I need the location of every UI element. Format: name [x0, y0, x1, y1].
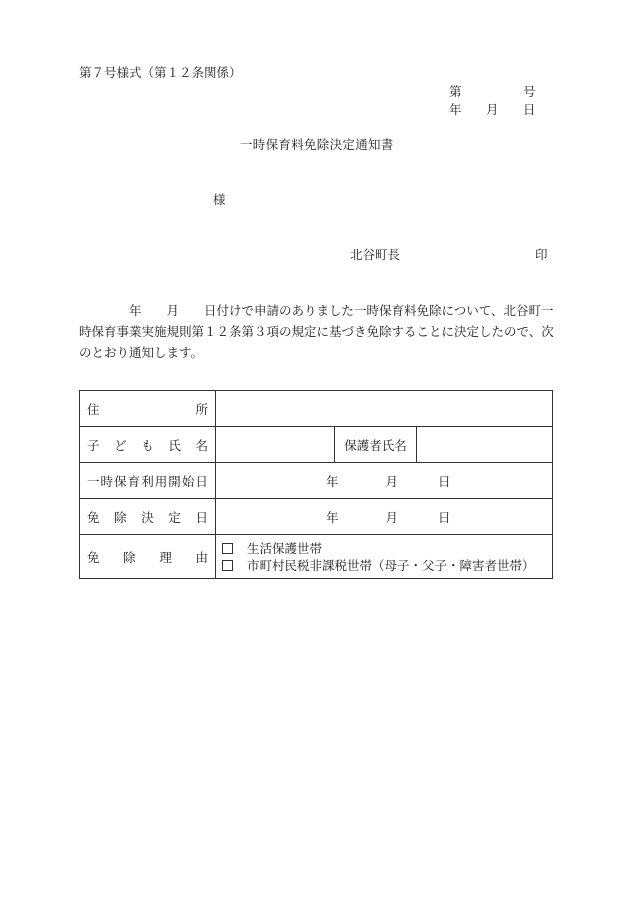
label-char: 利 [141, 473, 154, 489]
info-table [79, 390, 553, 579]
label-char: 保 [114, 473, 127, 489]
reason-option[interactable] [216, 557, 552, 574]
reason-label-text: 生活保護世帯 [247, 540, 323, 556]
label-char: 除 [114, 509, 127, 525]
label-char: 決 [141, 509, 154, 525]
table-row-exemption-date [80, 499, 553, 535]
table-row-address [80, 391, 553, 427]
day-label: 日 [438, 473, 451, 489]
label-char: 所 [195, 401, 208, 417]
label-char: 除 [123, 549, 136, 565]
label-char: 由 [195, 549, 208, 565]
label-char: 名 [195, 437, 208, 453]
label-char: 子 [87, 437, 100, 453]
label-char: 日 [195, 473, 208, 489]
month-label: 月 [385, 509, 399, 525]
address-field[interactable] [216, 391, 553, 427]
label-char: 免 [87, 549, 100, 565]
table-row-names [80, 427, 553, 463]
year-label: 年 [326, 473, 339, 489]
reason-label-text: 市町村民税非課税世帯（母子・父子・障害者世帯） [247, 557, 535, 573]
issuer-name: 北谷町長 [350, 247, 401, 262]
year-label: 年 [326, 509, 339, 525]
exemption-date-field[interactable] [216, 499, 553, 535]
date-day-label: 日 [523, 102, 536, 117]
label-char: 定 [168, 509, 181, 525]
label-char: 日 [195, 509, 208, 525]
reason-option[interactable] [216, 540, 552, 557]
table-row-start-date [80, 463, 553, 499]
label-char: ど [114, 437, 127, 453]
addressee-suffix: 様 [213, 192, 226, 207]
child-name-label [80, 427, 216, 463]
label-char: 時 [100, 473, 114, 489]
checkbox-icon[interactable] [222, 560, 233, 571]
doc-number-suffix: 号 [523, 84, 536, 99]
body-line: 年 月 日付けで申請のありました一時保育料免除について、北谷町一 [79, 303, 554, 318]
reason-options [216, 535, 553, 579]
month-label: 月 [385, 473, 399, 489]
address-label [80, 391, 216, 427]
label-char: 一 [87, 473, 100, 489]
seal-mark: 印 [535, 247, 548, 262]
date-month-label: 月 [486, 102, 499, 117]
label-char: も [141, 437, 154, 453]
label-char: 理 [159, 549, 172, 565]
date-year-label: 年 [449, 102, 462, 117]
exemption-date-label [80, 499, 216, 535]
checkbox-icon[interactable] [222, 543, 233, 554]
body-line: 時保育事業実施規則第１２条第３項の規定に基づき免除することに決定したので、次 [79, 324, 554, 339]
child-name-field[interactable] [216, 427, 335, 463]
document-title: 一時保育料免除決定通知書 [240, 137, 394, 152]
notice-body [79, 300, 554, 363]
label-char: 始 [181, 473, 195, 489]
label-char: 住 [87, 401, 100, 417]
form-number: 第７号様式（第１２条関係） [79, 65, 242, 80]
reason-label [80, 535, 216, 579]
day-label: 日 [438, 509, 451, 525]
body-line: のとおり通知します。 [79, 345, 204, 360]
table-row-reason [80, 535, 553, 579]
guardian-name-label: 保護者氏名 [335, 427, 417, 463]
label-char: 用 [154, 473, 168, 489]
start-date-field[interactable] [216, 463, 553, 499]
label-char: 免 [87, 509, 100, 525]
doc-number-prefix: 第 [449, 84, 462, 99]
guardian-name-field[interactable] [417, 427, 553, 463]
label-char: 育 [127, 473, 141, 489]
start-date-label [80, 463, 216, 499]
label-char: 氏 [168, 437, 181, 453]
label-char: 開 [168, 473, 181, 489]
